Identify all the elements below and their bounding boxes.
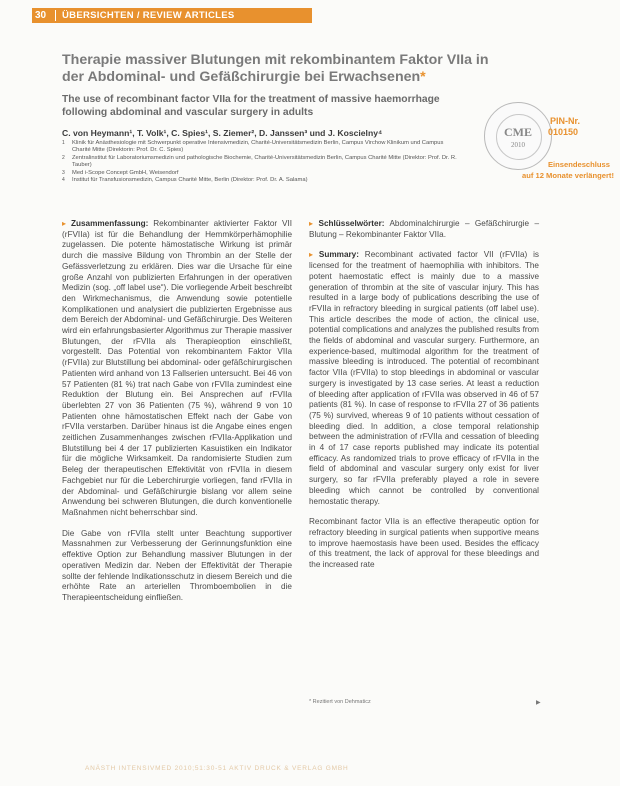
title-star: * bbox=[420, 68, 426, 85]
section-label: ÜBERSICHTEN / REVIEW ARTICLES bbox=[62, 10, 235, 21]
footnote: * Rezitiert von Dehmaticz bbox=[309, 699, 371, 705]
page-number: 30 bbox=[35, 10, 47, 21]
summary-text: Recombinant activated factor VII (rFVIIa) is licensed for the treatment of haemophilia with inhibitors. The potent haemostatic effect is mainly due to a massive generation of thrombin at the site of vascular injury. This has resulted in a large body of publications describing the use of rFVIIa in refractory bleeding in surgical patients (off label use). This article describes the mode of action, the clinical use, potential complications and analyzes the published results from the fields of abdominal and vascular surgery. Furthermore, an experience-based, multimodal algorithm for the treatment of massive bleeding is introduced. The potential of recombinant factor VIIa (rFVIIa) to stop bleedings in abdominal or vascular surgery is investigated by 13 case series. At least a reduction of bleeding after application of rFVIIa was observed in 46 of 57 patients (81 %). In case of response to rFVIIa 27 of 36 patients (75 %) survived, whereas 9 of 10 patients without cessation of bleeding died. In addition, a close temporal relationship between the administration of rFVIIa and cessation of bleeding in 4 of 17 case reports published may indicate its potential efficacy. As randomized trials to prove efficacy of rFVIIa in the field of abdominal and vascular surgery only exist for liver surgery, so far rFVIIa preferably played a role in severe bleeding which cannot be controlled by conventional hemostatic therapy. bbox=[309, 250, 539, 506]
affiliation-text: Med i-Scope Concept GmbH, Weisendorf bbox=[72, 169, 179, 176]
pin-number: 010150 bbox=[548, 127, 579, 137]
right-column bbox=[309, 219, 539, 581]
affiliation-item bbox=[62, 155, 462, 170]
abstract-english-conclusion: Recombinant factor VIIa is an effective therapeutic option for refractory bleeding in surgical patients when supportive means to improve haemostasis have been used. Besides the efficacy of this treatment, the lack of approval for these bleedings and the increased rate bbox=[309, 517, 539, 570]
page-header bbox=[0, 5, 620, 25]
header-divider bbox=[55, 10, 56, 21]
abstract-german-label: Zusammenfassung: bbox=[70, 219, 149, 228]
author-list: C. von Heymann¹, T. Volk¹, C. Spies¹, S. Ziemer², D. Janssen³ und J. Koscielny⁴ bbox=[62, 128, 383, 138]
affiliation-text: Klinik für Anästhesiologie mit Schwerpunkt operative Intensivmedizin, Charité-Universitätsmedizin Berlin, Campus Virchow Klinikum und Campus Charité Mitte (Direktorin: Prof. Dr. C. Spies) bbox=[72, 140, 444, 154]
affiliation-item bbox=[62, 140, 462, 155]
affiliation-number: 1 bbox=[62, 140, 65, 146]
title-text: Therapie massiver Blutungen mit rekombinantem Faktor VIIa in der Abdominal- und Gefäßchirurgie bei Erwachsenen bbox=[62, 52, 489, 85]
deadline-label: Einsendeschluss bbox=[547, 160, 610, 169]
cme-seal-year: 2010 bbox=[511, 141, 525, 149]
pin-label: PIN-Nr. bbox=[550, 116, 581, 126]
abstract-german-text: Rekombinanter aktivierter Faktor VII (rFVIIa) ist für die Behandlung der Hemmkörperhämophilie zugelassen. Die potente hämostatische Wirkung ist primär durch die massive Bildung von Thrombin an der Stelle der Gefässverletzung zu erklären. Dies war die Ursache für eine große Anzahl von publizierten Erfahrungen in der operativen Medizin (sog. „off label use“). Die vorliegende Arbeit beschreibt den Wirkmechanismus, die Anwendung sowie potentielle Komplikationen und analysiert die publizierten Ergebnisse aus dem Bereich der Abdominal- und Gefäßchirurgie. Des Weiteren wird ein erfahrungsbasierter Algorithmus zur Therapie massiver Blutungen, der rFVIIa als Therapieoption einschließt, vorgestellt. Das Potential von rekombinantem Faktor VIIa (rFVIIa) zur Blutstillung bei abdominal- oder gefäßchirurgischen Patienten wird anhand von 13 Fallserien untersucht. Bei 46 von 57 Patienten (81 %) trat nach Gabe von rFVIIa zumindest eine Reduktion der Blutung ein. Bei Ansprechen auf rFVIIa überlebten 27 von 36 Patienten (75 %), während 9 von 10 Patienten ohne hämostatischen Effekt nach der Gabe von rFVIIa verstarben. Darüber hinaus ist die Angabe eines engen zeitlichen Zusammenhanges zwischen rFVIIa-Applikation und Blutstillung bei 4 der 17 publizierten Kasuistiken ein Indikator für die mögliche Wirksamkeit. Da randomisierte Studien zum Beleg der therapeutischen Effektivität von rFVIIa in diesem Fachgebiet nur für die Leberchirurgie vorliegen, fand rFVIIa in der Abdominal- und Gefäßchirurgie bislang vor allem seine Anwendung bei schweren Blutungen, die durch konventionelle Maßnahmen nicht beherrschbar sind. bbox=[62, 219, 292, 517]
keywords-german bbox=[309, 219, 539, 240]
deadline-note: auf 12 Monate verlängert! bbox=[522, 171, 614, 180]
abstract-english bbox=[309, 250, 539, 507]
affiliation-item bbox=[62, 170, 462, 177]
article-title bbox=[62, 52, 502, 85]
cme-box bbox=[478, 102, 614, 184]
summary-label: Summary: bbox=[318, 250, 359, 260]
affiliation-list bbox=[62, 140, 462, 184]
bullet-marker: ▸ bbox=[309, 250, 319, 260]
bullet-marker: ▸ bbox=[62, 219, 71, 228]
affiliation-text: Zentralinstitut für Laboratoriumsmedizin und pathologische Biochemie, Charité-Universitätsmedizin Berlin, Campus Charité Mitte (Direktor: Prof. Dr. R. Tauber) bbox=[72, 154, 457, 169]
bullet-marker: ▸ bbox=[309, 219, 319, 228]
affiliation-number: 4 bbox=[62, 177, 65, 184]
abstract-german bbox=[62, 219, 292, 519]
keywords-label: Schlüsselwörter: bbox=[318, 219, 385, 228]
article-subtitle: The use of recombinant factor VIIa for the treatment of massive haemorrhage following abdominal and vascular surgery in adults bbox=[62, 94, 440, 118]
keywords-text: Abdominalchirurgie – Gefäßchirurgie – Blutung – Rekombinanter Faktor VIIa. bbox=[309, 219, 539, 239]
cme-seal-text: CME bbox=[504, 125, 532, 139]
left-column bbox=[62, 219, 292, 614]
abstract-german-conclusion: Die Gabe von rFVIIa stellt unter Beachtung supportiver Massnahmen zur Verbesserung der Gerinnungsfunktion eine effektive Option zur Behandlung massiver Blutungen in der operativen Medizin dar. Neben der Effektivität der Therapie sollte der fehlende Indikationsschutz in diesem Bereich und die erhöhte Rate an arteriellen Thromboembolien in die Therapieentscheidung einfließen. bbox=[62, 528, 292, 602]
affiliation-number: 2 bbox=[62, 154, 65, 161]
affiliation-number: 3 bbox=[62, 169, 65, 176]
page-footer: ANÄSTH INTENSIVMED 2010;51:30-51 AKTIV DRUCK & VERLAG GMBH bbox=[85, 765, 349, 772]
affiliation-item bbox=[62, 177, 462, 184]
affiliation-text: Institut für Transfusionsmedizin, Campus Charité Mitte, Berlin (Direktor: Prof. Dr. A. Salama) bbox=[72, 177, 308, 184]
continue-marker: ▶ bbox=[536, 700, 541, 706]
